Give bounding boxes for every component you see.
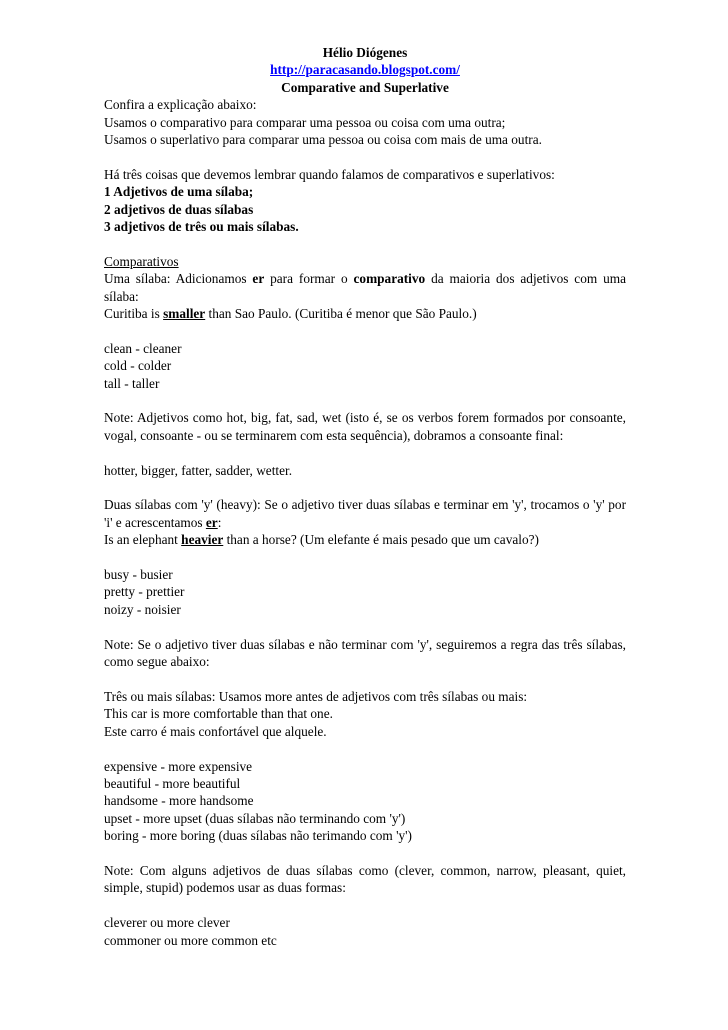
url-line	[104, 61, 626, 78]
spacer	[104, 740, 626, 757]
list-item: pretty - prettier	[104, 584, 185, 600]
list-item: cleverer ou more clever	[104, 915, 230, 931]
rule-item-2: 2 adjetivos de duas sílabas	[104, 201, 254, 217]
spacer	[104, 845, 626, 862]
list-item: commoner ou more common etc	[104, 932, 277, 948]
list-item: busy - busier	[104, 567, 173, 583]
spacer	[104, 235, 626, 252]
section-heading-comparativos: Comparativos	[104, 253, 179, 269]
spacer	[104, 479, 626, 496]
list-item: beautiful - more beautiful	[104, 775, 241, 791]
document-page	[104, 44, 626, 949]
list-item: cold - colder	[104, 358, 172, 374]
blog-link[interactable]: http://paracasando.blogspot.com/	[270, 62, 460, 78]
example-sentence-3: This car is more comfortable than that one.	[104, 706, 333, 722]
note-2: Note: Se o adjetivo tiver duas sílabas e não terminar com 'y', seguiremos a regra das três sílabas, como segue abaixo:	[104, 636, 626, 670]
three-syllable-rule: Três ou mais sílabas: Usamos more antes de adjetivos com três sílabas ou mais:	[104, 688, 528, 704]
list-item: boring - more boring (duas sílabas não terimando com 'y')	[104, 828, 412, 844]
document-title: Comparative and Superlative	[281, 79, 449, 95]
spacer	[104, 322, 626, 339]
spacer	[104, 618, 626, 635]
rule-item-1: 1 Adjetivos de uma sílaba;	[104, 184, 254, 200]
list-item: clean - cleaner	[104, 340, 182, 356]
example-sentence-2: Is an elephant heavier than a horse? (Um elefante é mais pesado que um cavalo?)	[104, 532, 539, 548]
note-3: Note: Com alguns adjetivos de duas sílabas como (clever, common, narrow, pleasant, quiet, simple, stupid) podemos usar as duas formas:	[104, 862, 626, 896]
two-syllable-rule: Duas sílabas com 'y' (heavy): Se o adjetivo tiver duas sílabas e terminar em 'y', trocamos o 'y' por 'i' e acrescentamos er:	[104, 497, 626, 530]
spacer	[104, 671, 626, 688]
spacer	[104, 148, 626, 165]
one-syllable-rule: Uma sílaba: Adicionamos er para formar o comparativo da maioria dos adjetivos com uma sílaba:	[104, 271, 626, 304]
intro-line-3: Usamos o superlativo para comparar uma pessoa ou coisa com mais de uma outra.	[104, 132, 542, 148]
rules-lead: Há três coisas que devemos lembrar quando falamos de comparativos e superlativos:	[104, 166, 555, 182]
spacer	[104, 444, 626, 461]
rule-item-3: 3 adjetivos de três ou mais sílabas.	[104, 219, 299, 235]
spacer	[104, 549, 626, 566]
spacer	[104, 392, 626, 409]
list-item: upset - more upset (duas sílabas não terminando com 'y')	[104, 810, 406, 826]
doubled-examples: hotter, bigger, fatter, sadder, wetter.	[104, 462, 293, 478]
example-translation-3: Este carro é mais confortável que alquele.	[104, 723, 327, 739]
note-1: Note: Adjetivos como hot, big, fat, sad, wet (isto é, se os verbos forem formados por consoante, vogal, consoante - ou se terminarem com esta sequência), dobramos a consoante final:	[104, 410, 626, 443]
list-item: handsome - more handsome	[104, 793, 254, 809]
intro-line-1: Confira a explicação abaixo:	[104, 97, 257, 113]
list-item: noizy - noisier	[104, 601, 181, 617]
author-name: Hélio Diógenes	[322, 45, 408, 60]
spacer	[104, 897, 626, 914]
list-item: expensive - more expensive	[104, 758, 253, 774]
list-item: tall - taller	[104, 375, 160, 391]
example-sentence-1: Curitiba is smaller than Sao Paulo. (Curitiba é menor que São Paulo.)	[104, 306, 477, 322]
intro-line-2: Usamos o comparativo para comparar uma pessoa ou coisa com uma outra;	[104, 114, 506, 130]
